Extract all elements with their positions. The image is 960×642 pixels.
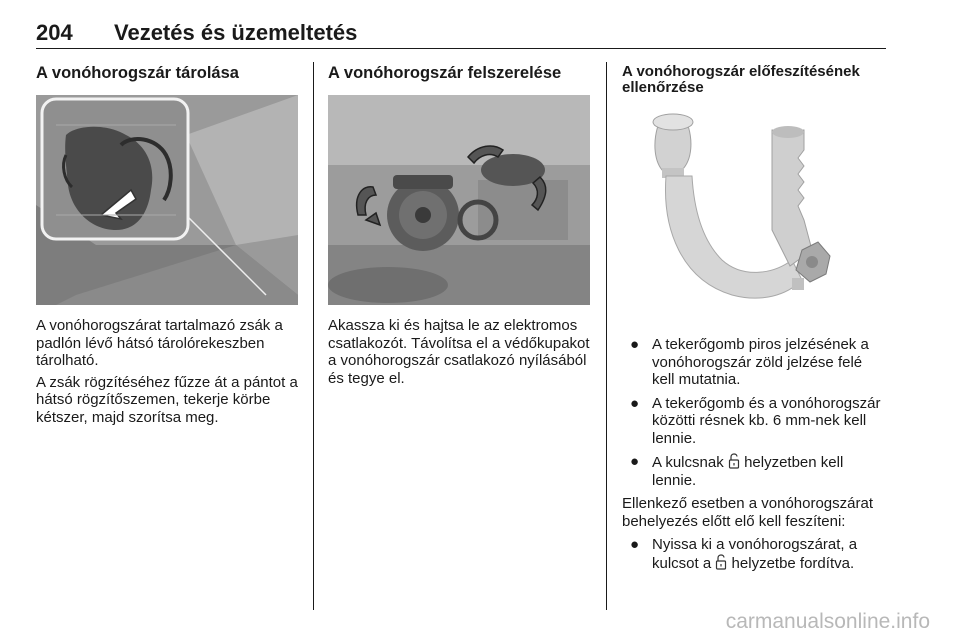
unlocked-padlock-icon	[728, 453, 740, 469]
chapter-title: Vezetés és üzemeltetés	[114, 20, 358, 45]
list-item: ● A kulcsnak helyzetben kell lennie.	[630, 453, 844, 489]
list-item: ● A tekerőgomb piros jelzésének a vonóhorogszár zöld jelzése felé kell mutatnia.	[630, 336, 869, 388]
column-storage	[36, 64, 298, 426]
connector-illustration	[328, 95, 590, 305]
bullet-icon: ●	[630, 336, 640, 353]
section-heading-pretension: A vonóhorogszár előfeszítésének ellenőrzése	[622, 63, 860, 96]
paragraph: Akassza ki és hajtsa le az elektromos csatlakozót. Távolítsa el a védőkupakot a vonóhorogszár csatlakozó nyílásából és tegye el.	[328, 317, 590, 387]
column-divider	[606, 62, 607, 610]
list-item: ● A tekerőgomb és a vonóhorogszár közötti résnek kb. 6 mm-nek kell lennie.	[630, 394, 881, 447]
section-heading-installation: A vonóhorogszár felszerelése	[328, 64, 562, 82]
figure-trunk-storage	[36, 95, 298, 305]
column-pretension-check	[622, 64, 888, 578]
paragraph: Ellenkező esetben a vonóhorogszárat behelyezés előtt elő kell feszíteni:	[622, 495, 874, 530]
paragraph: A zsák rögzítéséhez fűzze át a pántot a hátsó rögzítőszemen, tekerje körbe kétszer, majd szorítsa meg.	[36, 373, 298, 426]
check-list	[622, 336, 888, 489]
watermark: carmanualsonline.info	[725, 610, 930, 633]
column-installation	[328, 64, 590, 387]
unlocked-padlock-icon	[715, 554, 727, 570]
figure-towbar	[622, 110, 884, 320]
bullet-icon: ●	[630, 453, 640, 470]
bullet-icon: ●	[630, 536, 640, 553]
list-item: ● Nyissa ki a vonóhorogszárat, a kulcsot a helyzetbe fordítva.	[630, 536, 858, 572]
towbar-illustration	[622, 110, 884, 320]
section-heading-storage: A vonóhorogszár tárolása	[36, 64, 239, 82]
bullet-icon: ●	[630, 394, 640, 412]
trunk-storage-illustration	[36, 95, 298, 305]
instruction-list	[622, 536, 888, 572]
page-number: 204	[36, 20, 73, 45]
page-header	[36, 14, 886, 49]
column-divider	[313, 62, 314, 610]
paragraph: A vonóhorogszárat tartalmazó zsák a padlón lévő hátsó tárolórekeszben tárolható.	[36, 317, 283, 369]
figure-connector	[328, 95, 590, 305]
